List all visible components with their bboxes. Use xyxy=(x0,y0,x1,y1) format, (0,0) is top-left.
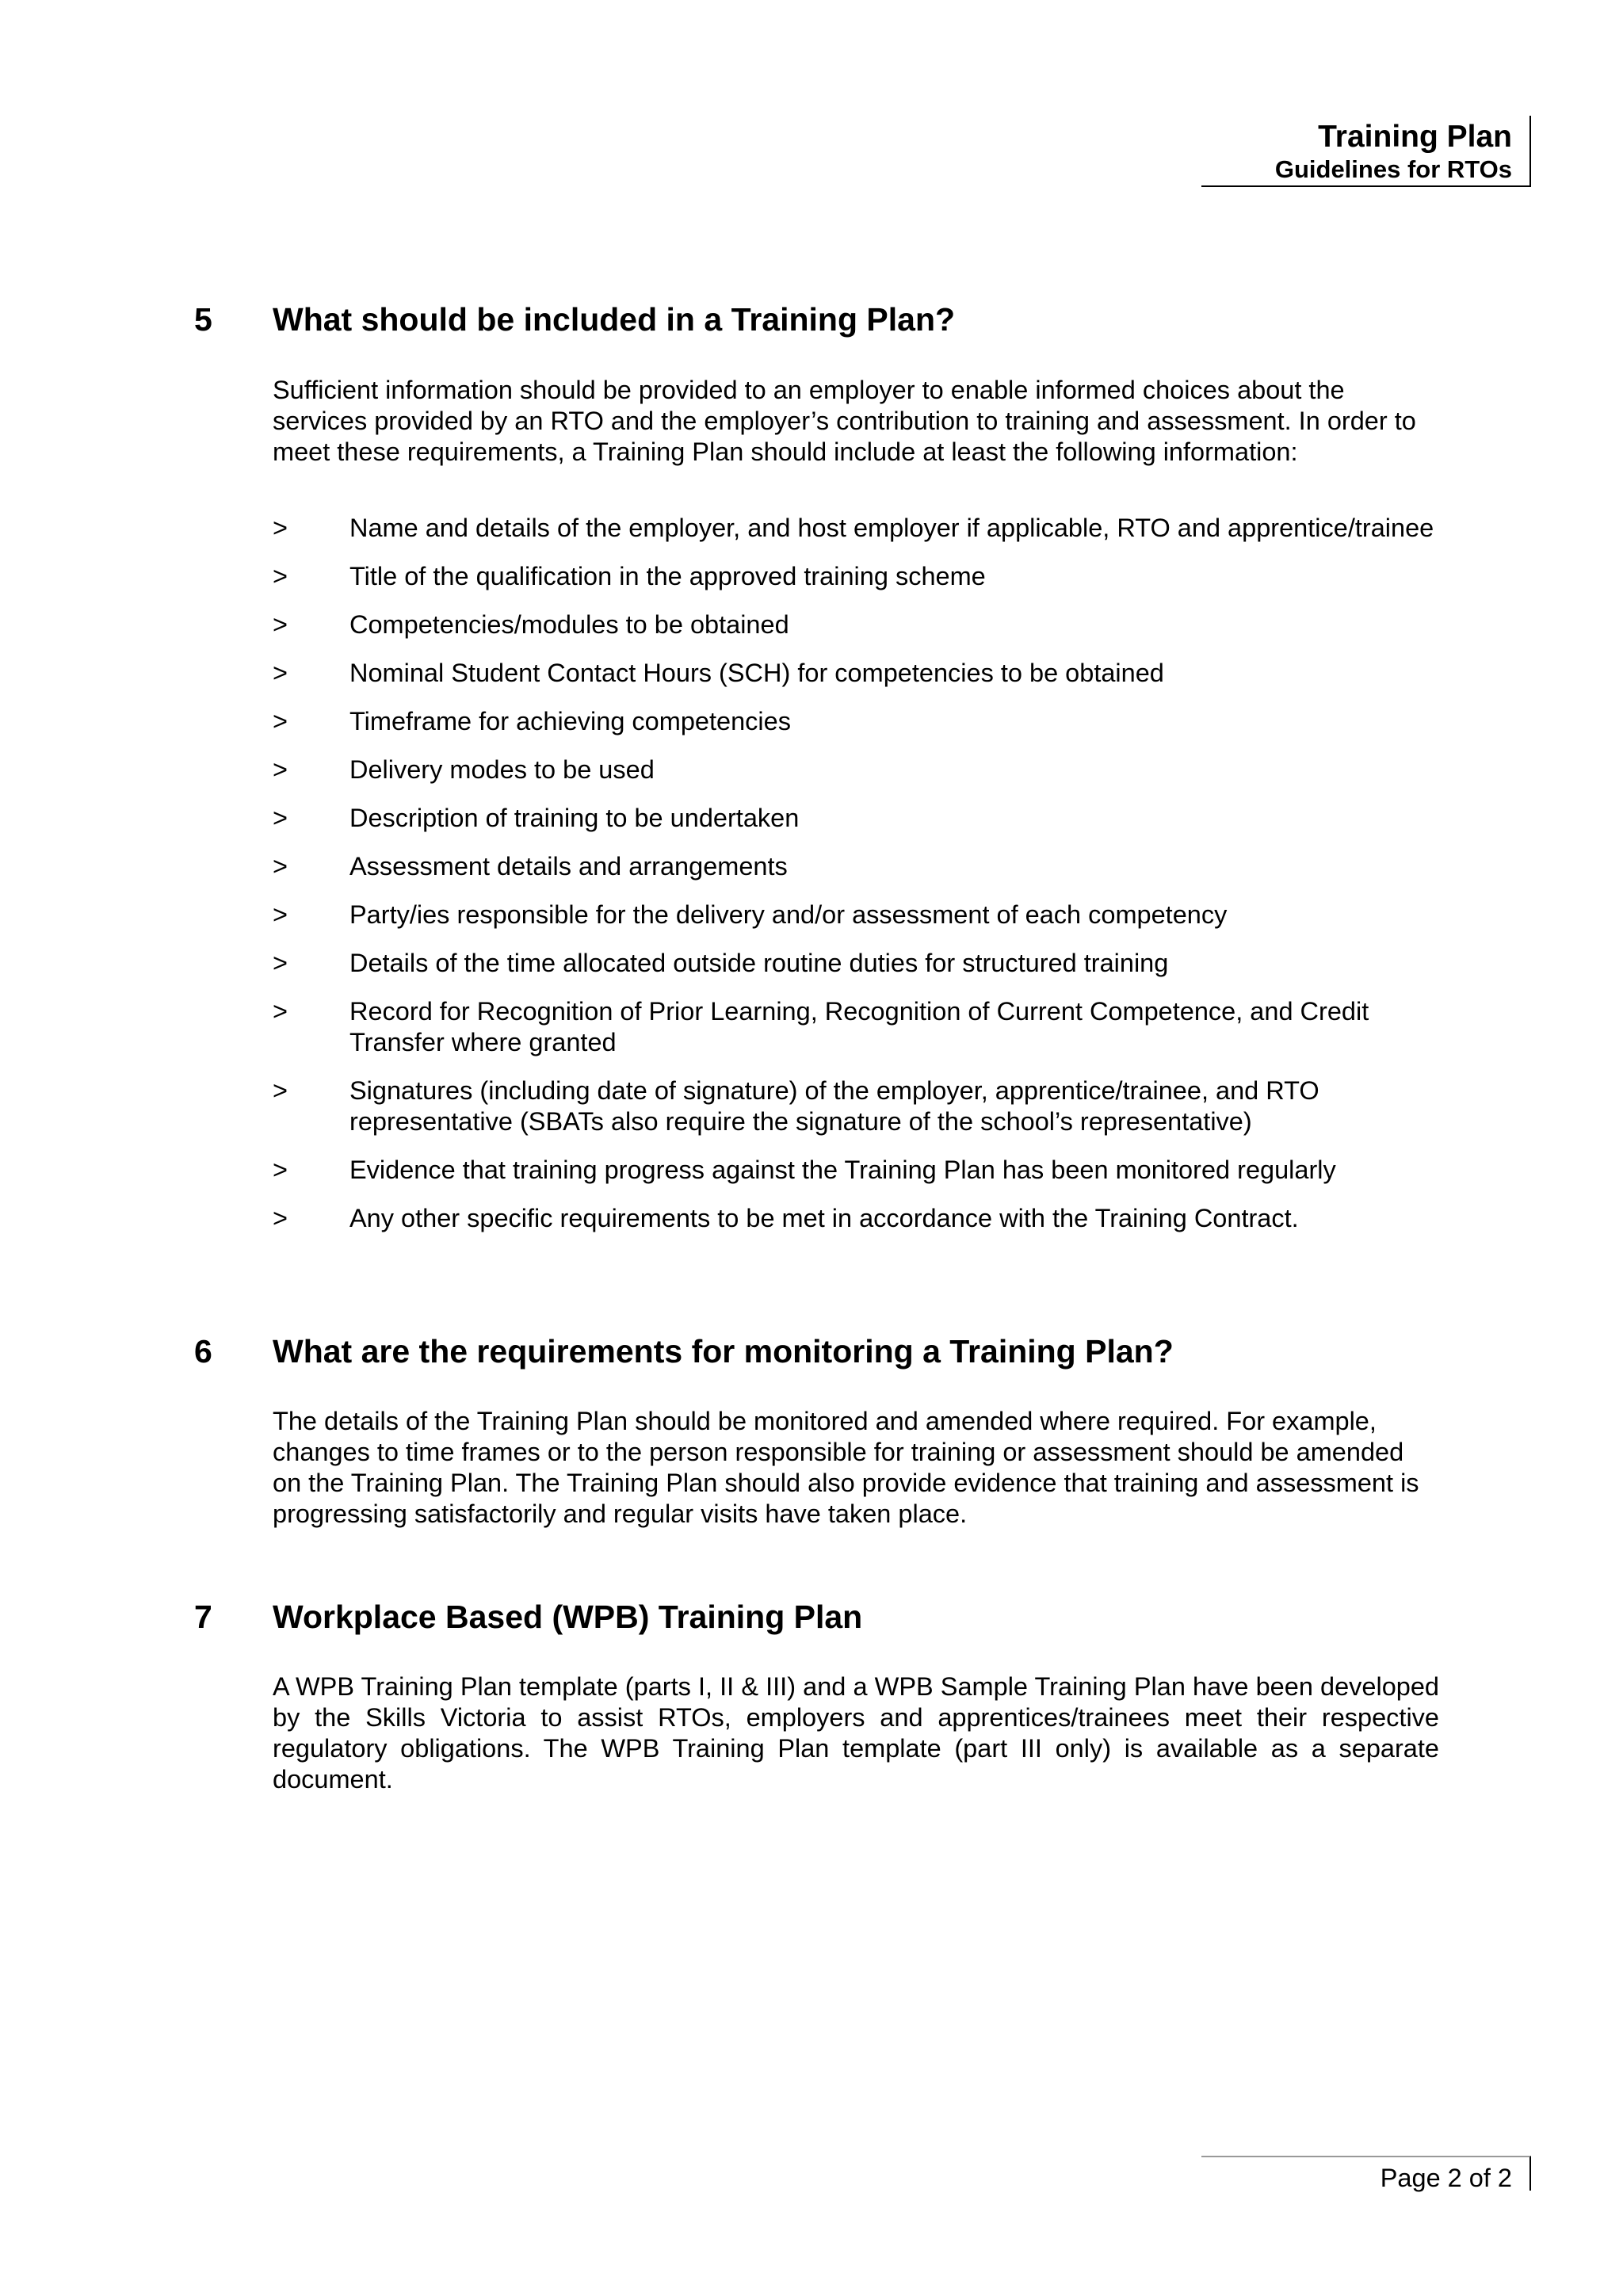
list-item xyxy=(273,900,1461,930)
bullet-marker: > xyxy=(273,1076,288,1105)
page-footer xyxy=(1201,2156,1531,2191)
bullet-marker: > xyxy=(273,755,288,784)
bullet-marker: > xyxy=(273,1204,288,1232)
list-item xyxy=(273,851,1461,882)
list-item xyxy=(273,1203,1461,1234)
section-6-body: The details of the Training Plan should be monitored and amended where required. For example, changes to time frames or to the person responsible for training or assessment should be amended on the Training Plan. The Training Plan should also provide evidence that training and assessment is progressing satisfactorily and regular visits have taken place. xyxy=(273,1407,1419,1528)
list-item xyxy=(273,948,1461,979)
bullet-marker: > xyxy=(273,900,288,929)
list-item-text: Assessment details and arrangements xyxy=(349,852,788,881)
bullet-marker: > xyxy=(273,562,288,590)
list-item xyxy=(273,996,1461,1058)
section-5-bullet-list xyxy=(273,513,1461,1251)
list-item xyxy=(273,513,1461,544)
list-item-text: Timeframe for achieving competencies xyxy=(349,707,791,735)
section-6-number: 6 xyxy=(194,1333,212,1370)
list-item-text: Party/ies responsible for the delivery and/or assessment of each competency xyxy=(349,900,1228,929)
list-item xyxy=(273,1075,1461,1137)
list-item xyxy=(273,706,1461,737)
bullet-marker: > xyxy=(273,659,288,687)
list-item-text: Competencies/modules to be obtained xyxy=(349,610,789,639)
header-title: Training Plan xyxy=(1318,120,1512,154)
section-5-number: 5 xyxy=(194,301,212,338)
bullet-marker: > xyxy=(273,1156,288,1184)
section-5-intro: Sufficient information should be provided to an employer to enable informed choices about the services provided by an RTO and the employer’s contribution to training and assessment. In order to meet these requirements, a Training Plan should include at least the following information: xyxy=(273,376,1416,466)
bullet-marker: > xyxy=(273,514,288,542)
section-6-title: What are the requirements for monitoring a Training Plan? xyxy=(273,1333,1174,1370)
bullet-marker: > xyxy=(273,804,288,832)
bullet-marker: > xyxy=(273,852,288,881)
list-item xyxy=(273,658,1461,689)
section-5-title: What should be included in a Training Plan? xyxy=(273,301,956,338)
list-item-text: Description of training to be undertaken xyxy=(349,804,800,832)
list-item-text: Evidence that training progress against the Training Plan has been monitored regularly xyxy=(349,1156,1336,1184)
bullet-marker: > xyxy=(273,949,288,977)
section-7-body: A WPB Training Plan template (parts I, II & III) and a WPB Sample Training Plan have been developed by the Skills Victoria to assist RTOs, employers and apprentices/trainees meet their respective regulatory obligations. The WPB Training Plan template (part III only) is available as a separate document. xyxy=(273,1672,1439,1794)
section-7-number: 7 xyxy=(194,1599,212,1635)
list-item xyxy=(273,755,1461,785)
page-header xyxy=(1201,116,1531,187)
list-item-text: Any other specific requirements to be met in accordance with the Training Contract. xyxy=(349,1204,1299,1232)
list-item-text: Details of the time allocated outside routine duties for structured training xyxy=(349,949,1169,977)
bullet-marker: > xyxy=(273,610,288,639)
page-number: Page 2 of 2 xyxy=(1380,2164,1512,2192)
list-item xyxy=(273,609,1461,640)
list-item xyxy=(273,803,1461,834)
header-subtitle: Guidelines for RTOs xyxy=(1274,155,1512,183)
list-item-text: Nominal Student Contact Hours (SCH) for competencies to be obtained xyxy=(349,659,1164,687)
list-item-text: Title of the qualification in the approved training scheme xyxy=(349,562,986,590)
list-item-text: Name and details of the employer, and host employer if applicable, RTO and apprentice/trainee xyxy=(349,514,1434,542)
section-7-title: Workplace Based (WPB) Training Plan xyxy=(273,1599,863,1635)
bullet-marker: > xyxy=(273,997,288,1026)
list-item-text: Record for Recognition of Prior Learning, Recognition of Current Competence, and Credit Transfer where granted xyxy=(349,997,1369,1056)
list-item-text: Signatures (including date of signature) of the employer, apprentice/trainee, and RTO representative (SBATs also require the signature of the school’s representative) xyxy=(349,1076,1319,1136)
list-item xyxy=(273,561,1461,592)
bullet-marker: > xyxy=(273,707,288,735)
list-item-text: Delivery modes to be used xyxy=(349,755,655,784)
list-item xyxy=(273,1155,1461,1186)
